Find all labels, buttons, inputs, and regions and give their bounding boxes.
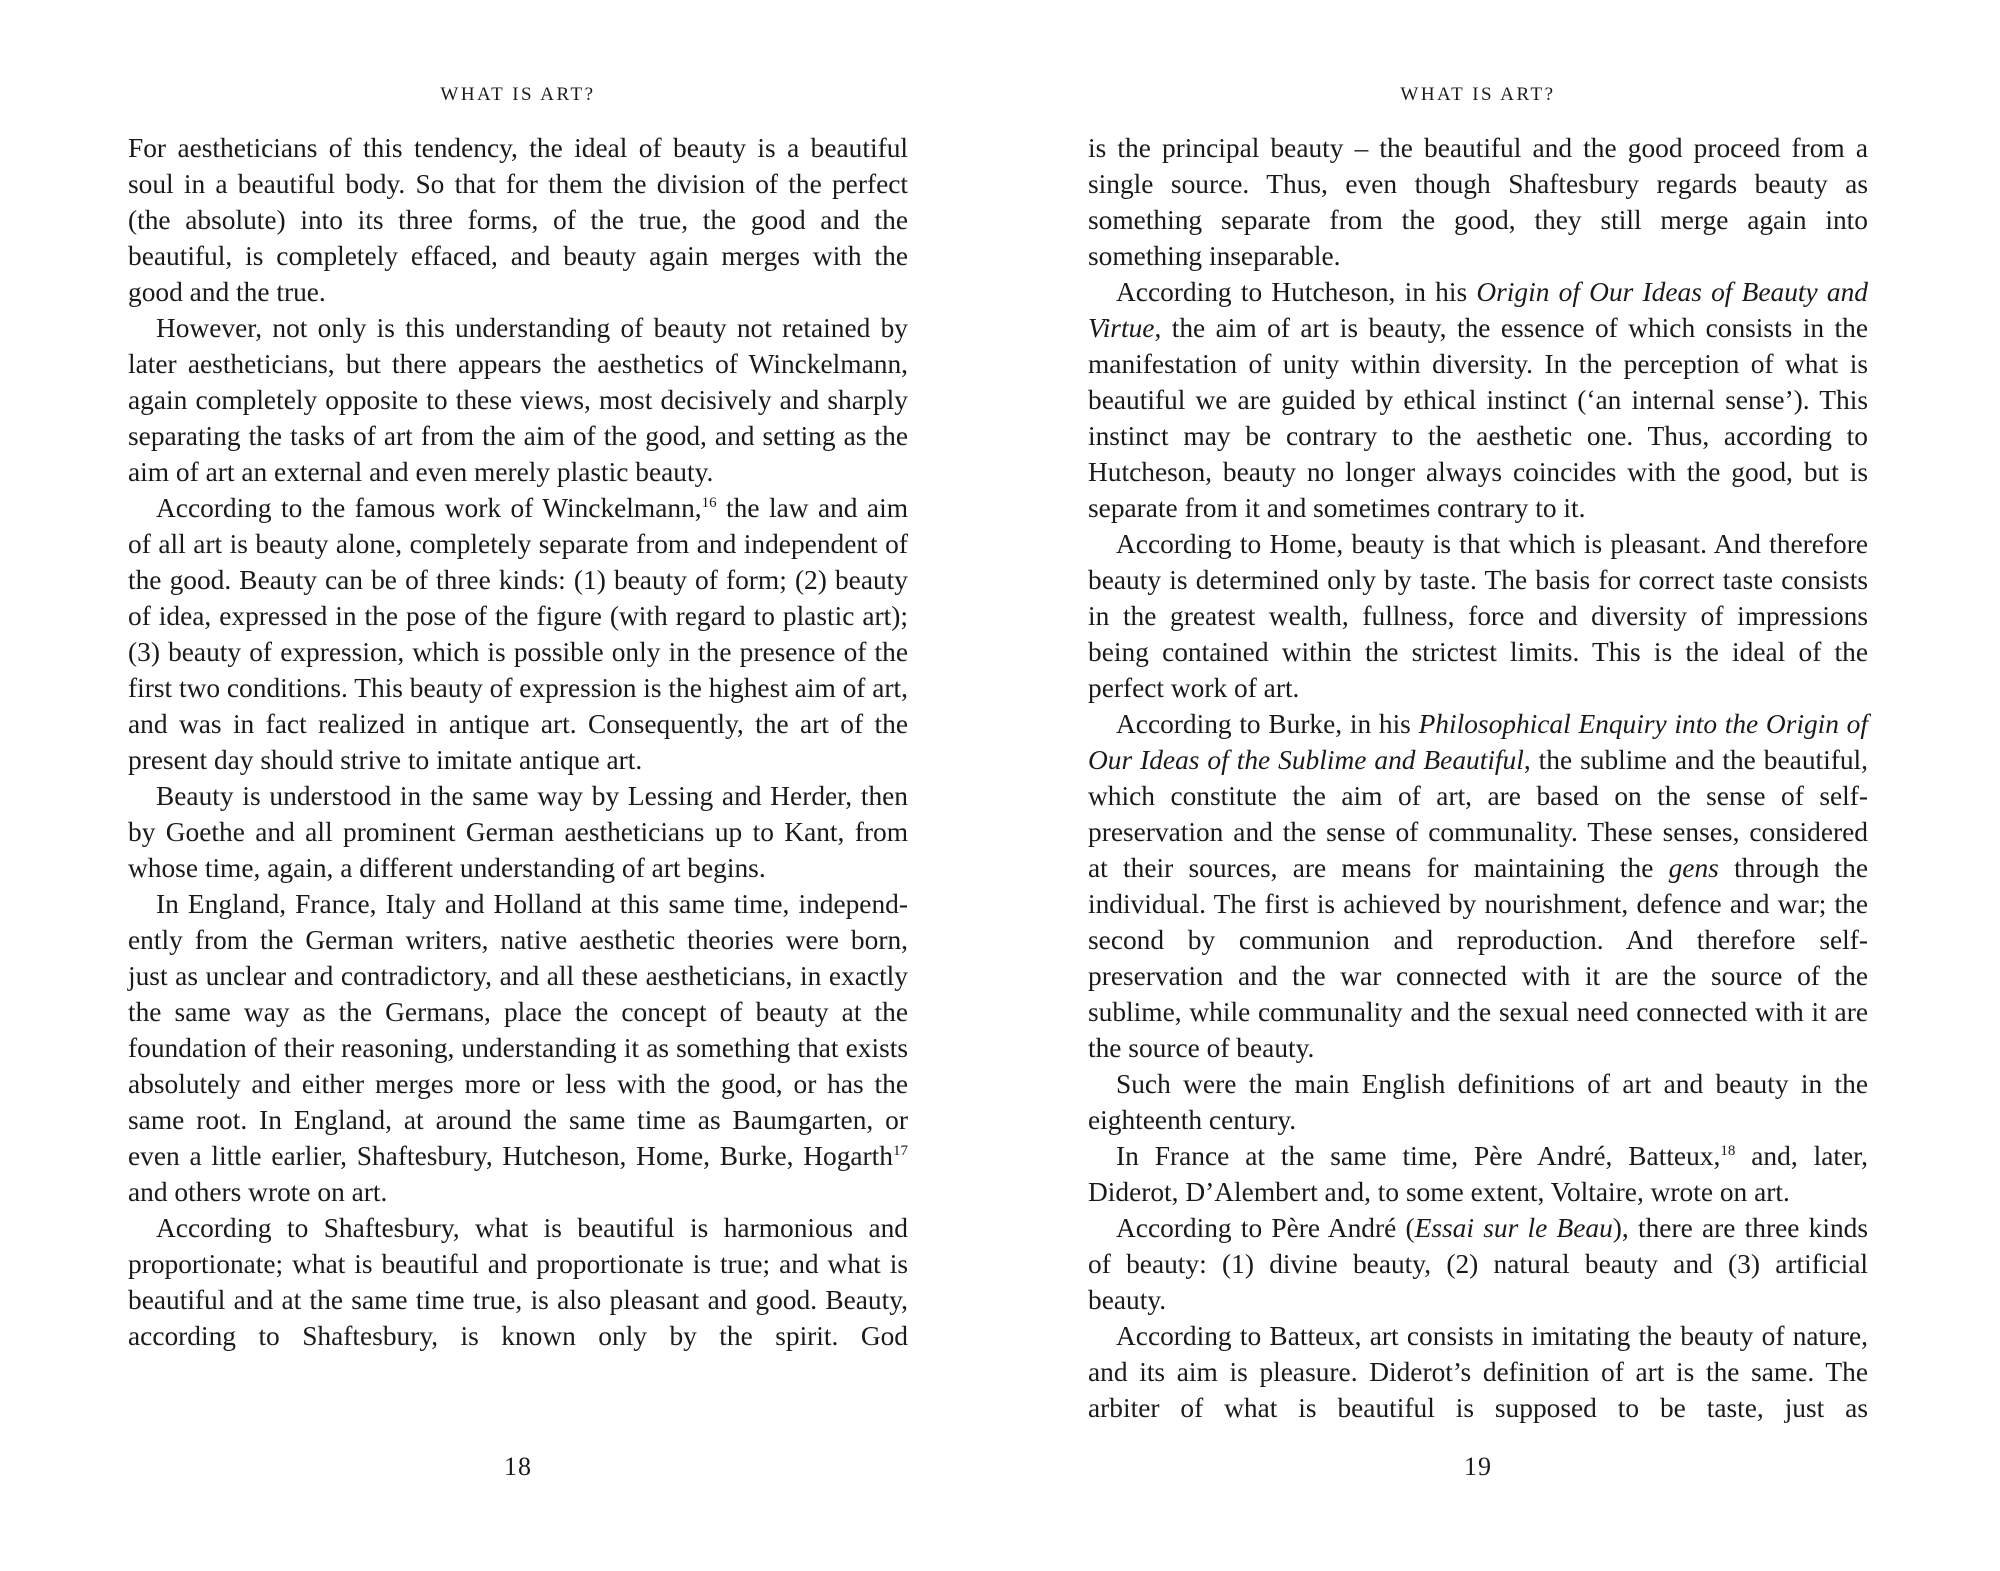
paragraph: [1088, 1318, 1868, 1426]
paragraph-text: through the individual. The first is achieved by nourishment, defence and war; the second by communion and reproduction. And therefore selfpreservation and the war connected with it are the source of the sublime, while communality and the sexual need connected with it are the source of beauty.: [1088, 853, 1868, 1063]
paragraph-text: According to Burke, in his: [1116, 709, 1419, 739]
paragraph: [128, 490, 908, 778]
paragraph: [128, 1210, 908, 1354]
paragraph-text: ), there are three kinds of beauty: (1) divine beauty, (2) natural beauty and (3) artificial beauty.: [1088, 1213, 1868, 1315]
paragraph: [1088, 130, 1868, 274]
paragraph-text: According to Batteux, art consists in imitating the beauty of nature, and its aim is pleasure. Diderot’s definition of art is the same. The arbiter of what is beautiful is supposed to be taste, just as: [1088, 1321, 1868, 1423]
book-title: Essai sur le Beau: [1414, 1213, 1613, 1243]
paragraph: [1088, 1138, 1868, 1210]
paragraph: [1088, 1066, 1868, 1138]
right-page: [1088, 0, 1868, 1571]
paragraph: [128, 130, 908, 310]
paragraph: [128, 778, 908, 886]
paragraph-text: and others wrote on art.: [128, 1177, 388, 1207]
paragraph-text: For aestheticians of this tendency, the ideal of beauty is a beautiful soul in a beautiful body. So that for them the division of the perfect (the absolute) into its three forms, of the true, the good and the beautiful, is completely effaced, and beauty again merges with the good and the true.: [128, 133, 908, 307]
book-title: Philosophical Enquiry into the Origin of Our Ideas of the Sublime and Beautiful: [1088, 709, 1868, 775]
right-page-body: [1088, 130, 1868, 1426]
paragraph-text: According to Père André (: [1116, 1213, 1415, 1243]
paragraph-text: , the sublime and the beautiful, which constitute the aim of art, are based on the sense of selfpreservation and the sense of communality. These senses, considered at their sources, are means for maintaining the: [1088, 745, 1869, 883]
paragraph-text: In France at the same time, Père André, Batteux,: [1116, 1141, 1721, 1171]
paragraph-text: According to Shaftesbury, what is beautiful is harmonious and proportionate; what is beautiful and proportionate is true; and what is beautiful and at the same time true, is also pleasant and good. Beauty, according to Shaftesbury, is known only by the spirit. God: [128, 1213, 908, 1351]
paragraph-text: However, not only is this understanding of beauty not retained by later aestheticians, but there appears the aesthetics of Winckelmann, again completely opposite to these views, most decisively and sharply separating the tasks of art from the aim of the good, and setting as the aim of art an external and even merely plastic beauty.: [128, 313, 908, 487]
running-head-right: WHAT IS ART?: [1400, 84, 1556, 105]
paragraph-text: and, later, Diderot, D’Alembert and, to some extent, Voltaire, wrote on art.: [1088, 1141, 1869, 1207]
footnote-ref-17: 17: [893, 1142, 908, 1159]
paragraph: [1088, 1210, 1868, 1318]
book-title: Origin of Our Ideas of Beauty and Virtue: [1088, 277, 1868, 343]
paragraph-text: , the aim of art is beauty, the essence of which consists in the manifestation of unity within diversity. In the perception of what is beautiful we are guided by ethical instinct (‘an internal sense’). This instinct may be contrary to the aesthetic one. Thus, according to Hutcheson, beauty no longer always coincides with the good, but is separate from it and sometimes contrary to it.: [1088, 313, 1868, 523]
paragraph-text: is the principal beauty – the beautiful and the good proceed from a single source. Thus, even though Shaftesbury regards beauty as something separate from the good, they still merge again into something inseparable.: [1088, 133, 1868, 271]
paragraph-text: Beauty is understood in the same way by Lessing and Herder, then by Goethe and all prominent German aestheticians up to Kant, from whose time, again, a different understanding of art begins.: [128, 781, 908, 883]
paragraph: [128, 886, 908, 1210]
paragraph-text: According to Hutcheson, in his: [1116, 277, 1477, 307]
paragraph: [1088, 706, 1868, 1066]
paragraph: [1088, 274, 1868, 526]
paragraph: [128, 310, 908, 490]
running-head-left: WHAT IS ART?: [440, 84, 596, 105]
paragraph: [1088, 526, 1868, 706]
footnote-ref-16: 16: [701, 494, 717, 511]
page-number-left: 18: [504, 1452, 532, 1481]
paragraph-text: According to the famous work of Winckelmann,: [156, 493, 702, 523]
left-page-body: [128, 130, 908, 1354]
paragraph-text: In England, France, Italy and Holland at this same time, independently from the German writers, native aesthetic theories were born, just as unclear and contradictory, and all these aestheticians, in exactly the same way as the Germans, place the concept of beauty at the foundation of their reasoning, understanding it as something that exists absolutely and either merges more or less with the good, or has the same root. In England, at around the same time as Baumgarten, or even a little earlier, Shaftesbury, Hutcheson, Home, Burke, Hogarth: [128, 889, 908, 1171]
paragraph-text: Such were the main English definitions of art and beauty in the eighteenth century.: [1088, 1069, 1868, 1135]
footnote-ref-18: 18: [1720, 1142, 1736, 1159]
paragraph-text: According to Home, beauty is that which is pleasant. And therefore beauty is determined only by taste. The basis for correct taste consists in the greatest wealth, fullness, force and diversity of impressions being contained within the strictest limits. This is the ideal of the perfect work of art.: [1088, 529, 1868, 703]
paragraph-text: the law and aim of all art is beauty alone, completely separate from and independent of the good. Beauty can be of three kinds: (1) beauty of form; (2) beauty of idea, expressed in the pose of the figure (with regard to plastic art); (3) beauty of expression, which is possible only in the presence of the first two conditions. This beauty of expression is the highest aim of art, and was in fact realized in antique art. Consequently, the art of the present day should strive to imitate antique art.: [128, 493, 909, 775]
left-page: [128, 0, 908, 1571]
italic-term: gens: [1668, 853, 1719, 883]
page-number-right: 19: [1464, 1452, 1492, 1481]
